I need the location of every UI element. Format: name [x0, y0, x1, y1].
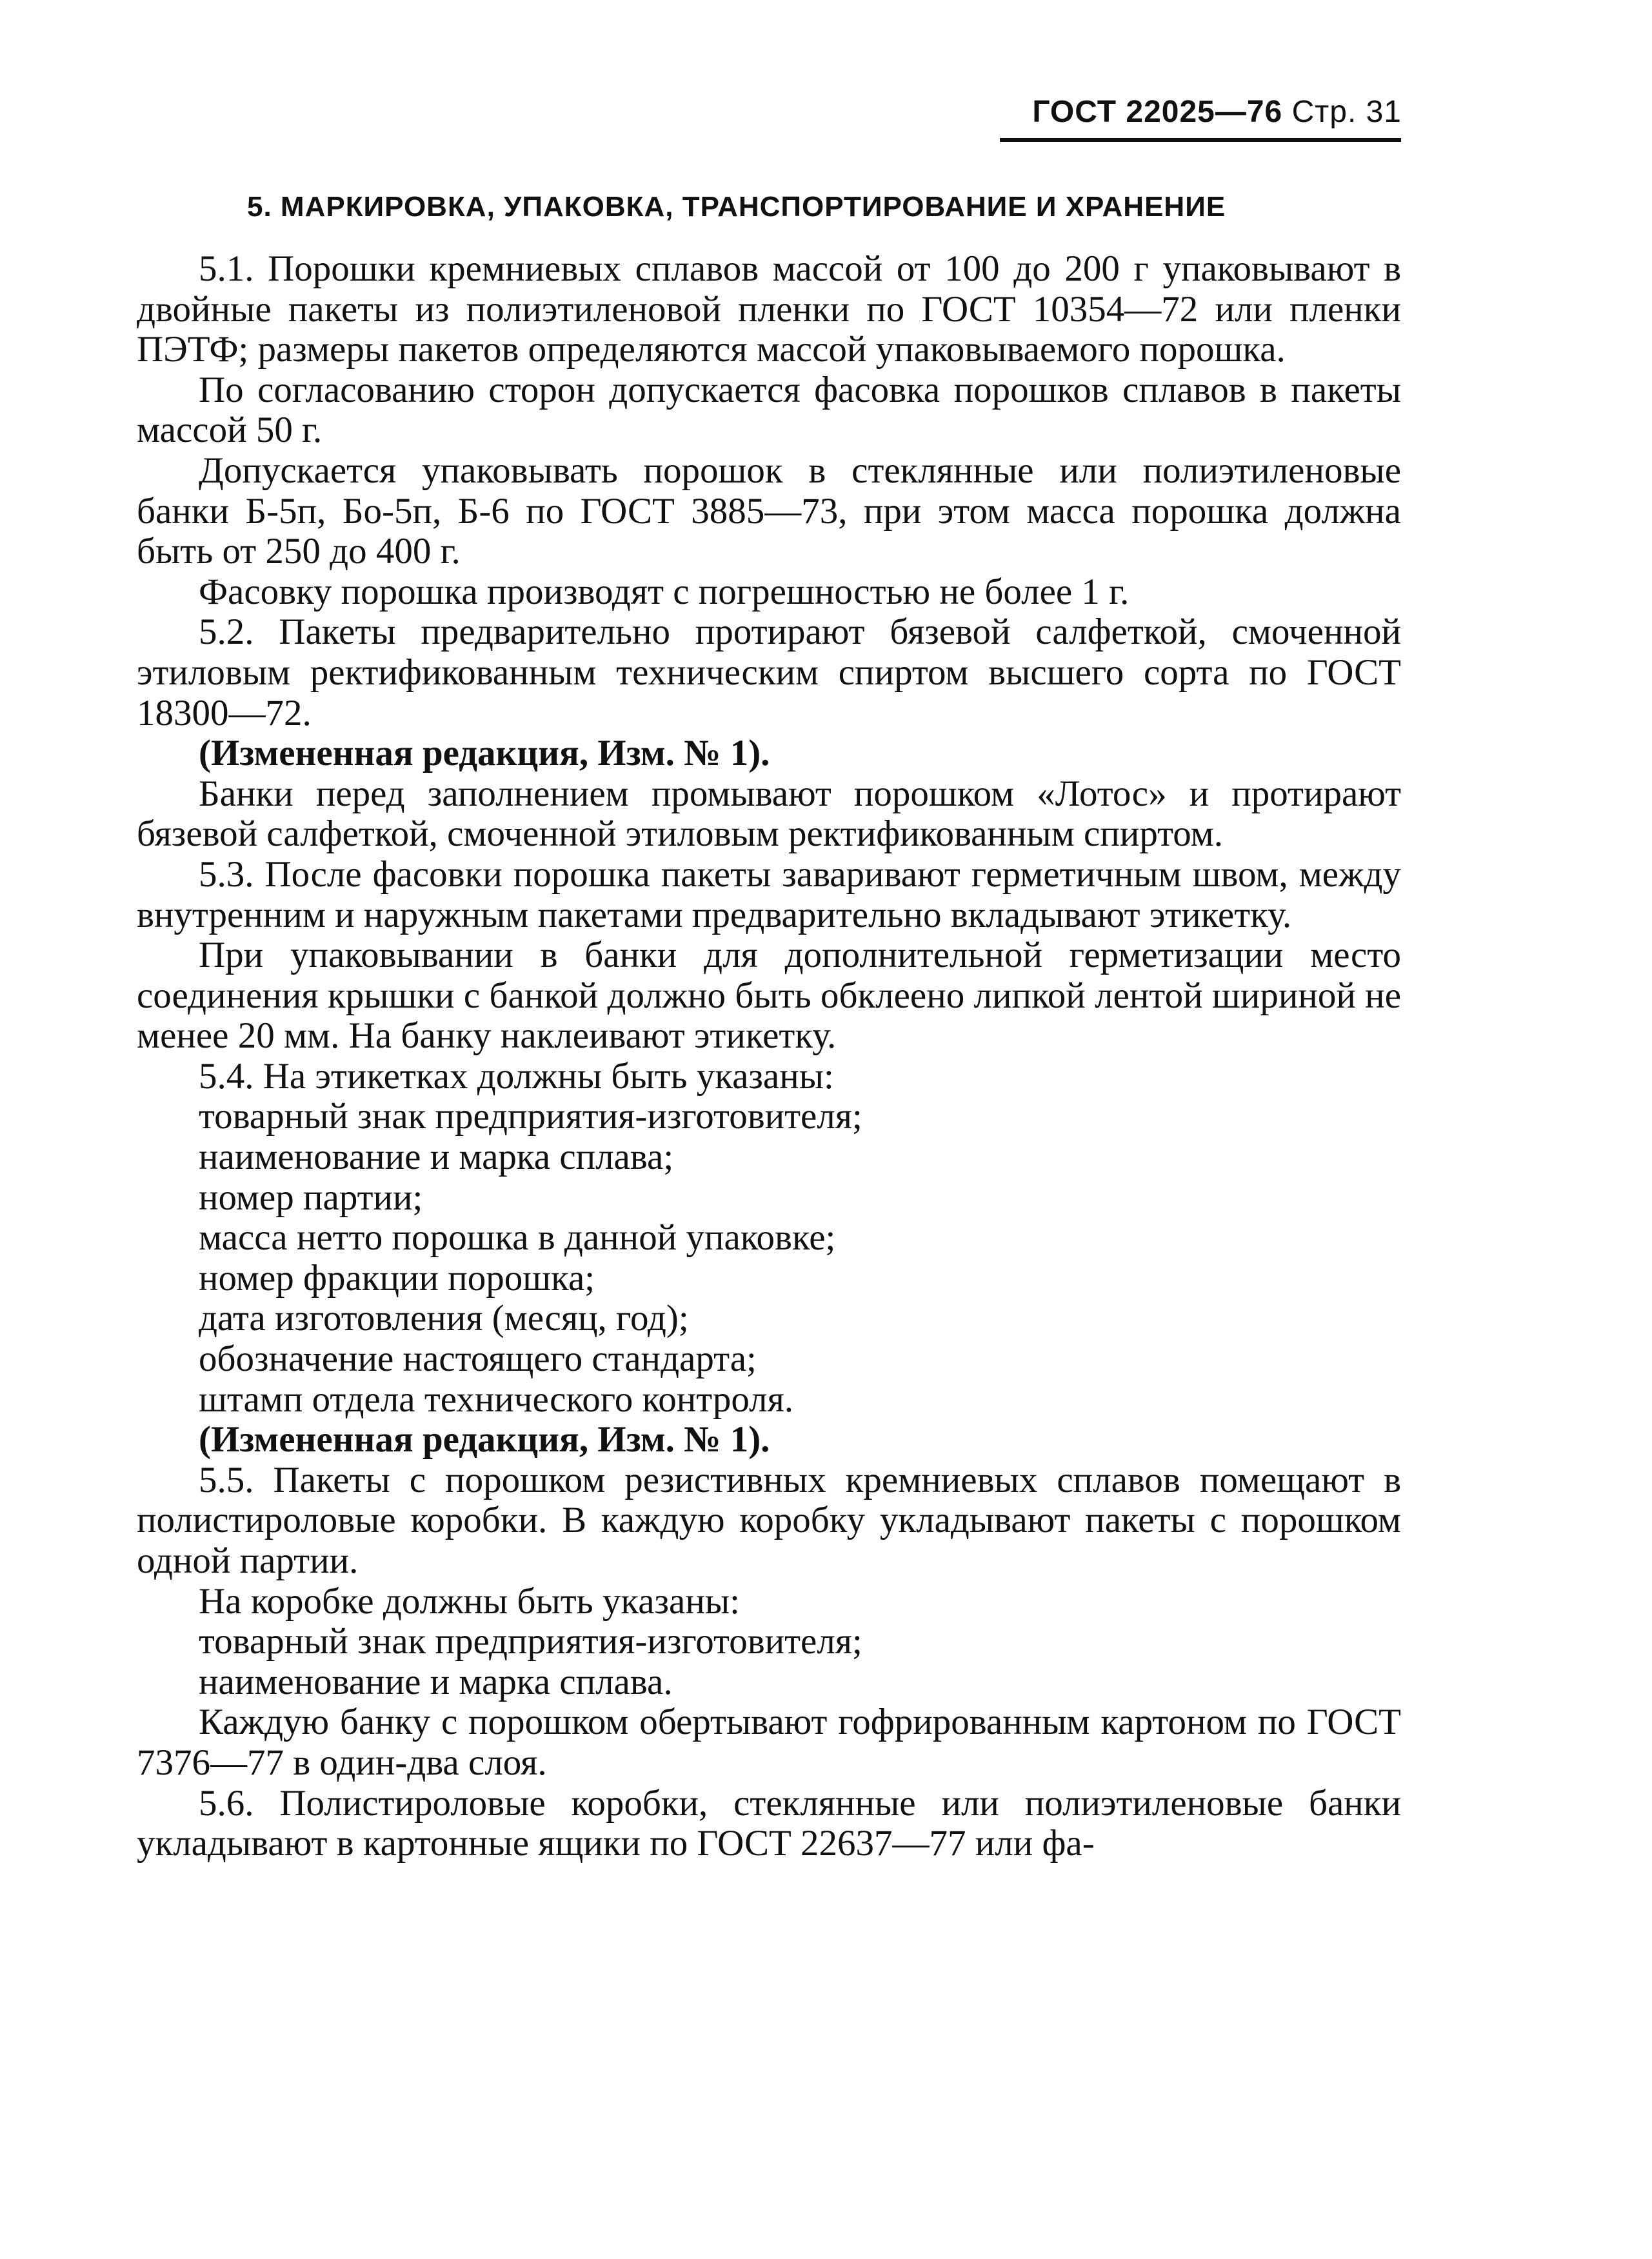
paragraph-5-2: 5.2. Пакеты предварительно протирают бязевой салфеткой, смоченной этиловым ректификованным техническим спиртом высшего сорта по ГОСТ 18300—72.: [137, 612, 1401, 733]
paragraph: Каждую банку с порошком обертывают гофрированным картоном по ГОСТ 7376—77 в один-два слоя.: [137, 1702, 1401, 1783]
paragraph: Банки перед заполнением промывают порошком «Лотос» и протирают бязевой салфеткой, смоченной этиловым ректификованным спиртом.: [137, 773, 1401, 855]
running-header: [1032, 94, 1402, 130]
paragraph: При упаковывании в банки для дополнительной герметизации место соединения крышки с банкой должно быть обклеено липкой лентой шириной не менее 20 мм. На банку наклеивают этикетку.: [137, 935, 1401, 1057]
header-rule: [1000, 138, 1401, 142]
body-text: [137, 249, 1401, 1864]
list-item: наименование и марка сплава.: [199, 1661, 673, 1702]
amendment-note: (Измененная редакция, Изм. № 1).: [199, 1419, 770, 1460]
list-item: обозначение настоящего стандарта;: [199, 1338, 757, 1380]
list-item: штамп отдела технического контроля.: [199, 1378, 794, 1420]
paragraph: Допускается упаковывать порошок в стеклянные или полиэтиленовые банки Б-5п, Бо-5п, Б-6 по ГОСТ 3885—73, при этом масса порошка должна быть от 250 до 400 г.: [137, 450, 1401, 572]
paragraph: Фасовку порошка производят с погрешностью не более 1 г.: [199, 571, 1130, 612]
paragraph-5-1: 5.1. Порошки кремниевых сплавов массой от 100 до 200 г упаковывают в двойные пакеты из полиэтиленовой пленки по ГОСТ 10354—72 или пленки ПЭТФ; размеры пакетов определяются массой упаковываемого порошка.: [137, 248, 1401, 370]
standard-number: ГОСТ 22025—76: [1032, 95, 1283, 129]
list-item: наименование и марка сплава;: [199, 1137, 674, 1178]
paragraph-5-5: 5.5. Пакеты с порошком резистивных кремниевых сплавов помещают в полистироловые коробки. В каждую коробку укладывают пакеты с порошком одной партии.: [137, 1459, 1401, 1581]
paragraph-5-4: 5.4. На этикетках должны быть указаны:: [199, 1055, 834, 1097]
paragraph: На коробке должны быть указаны:: [199, 1580, 740, 1622]
page-number: Стр. 31: [1291, 95, 1402, 129]
list-item: масса нетто порошка в данной упаковке;: [199, 1217, 836, 1259]
paragraph-5-3: 5.3. После фасовки порошка пакеты заваривают герметичным швом, между внутренним и наружным пакетами предварительно вкладывают этикетку.: [137, 853, 1401, 935]
list-item: товарный знак предприятия-изготовителя;: [199, 1621, 862, 1662]
paragraph: По согласованию сторон допускается фасовка порошков сплавов в пакеты массой 50 г.: [137, 369, 1401, 451]
list-item: товарный знак предприятия-изготовителя;: [199, 1096, 862, 1137]
paragraph-5-6: 5.6. Полистироловые коробки, стеклянные или полиэтиленовые банки укладывают в картонные ящики по ГОСТ 22637—77 или фа-: [137, 1782, 1401, 1864]
section-title: 5. МАРКИРОВКА, УПАКОВКА, ТРАНСПОРТИРОВАНИЕ И ХРАНЕНИЕ: [247, 191, 1226, 223]
list-item: дата изготовления (месяц, год);: [199, 1298, 689, 1339]
list-item: номер фракции порошка;: [199, 1257, 595, 1299]
amendment-note: (Измененная редакция, Изм. № 1).: [199, 733, 770, 774]
list-item: номер партии;: [199, 1177, 423, 1218]
